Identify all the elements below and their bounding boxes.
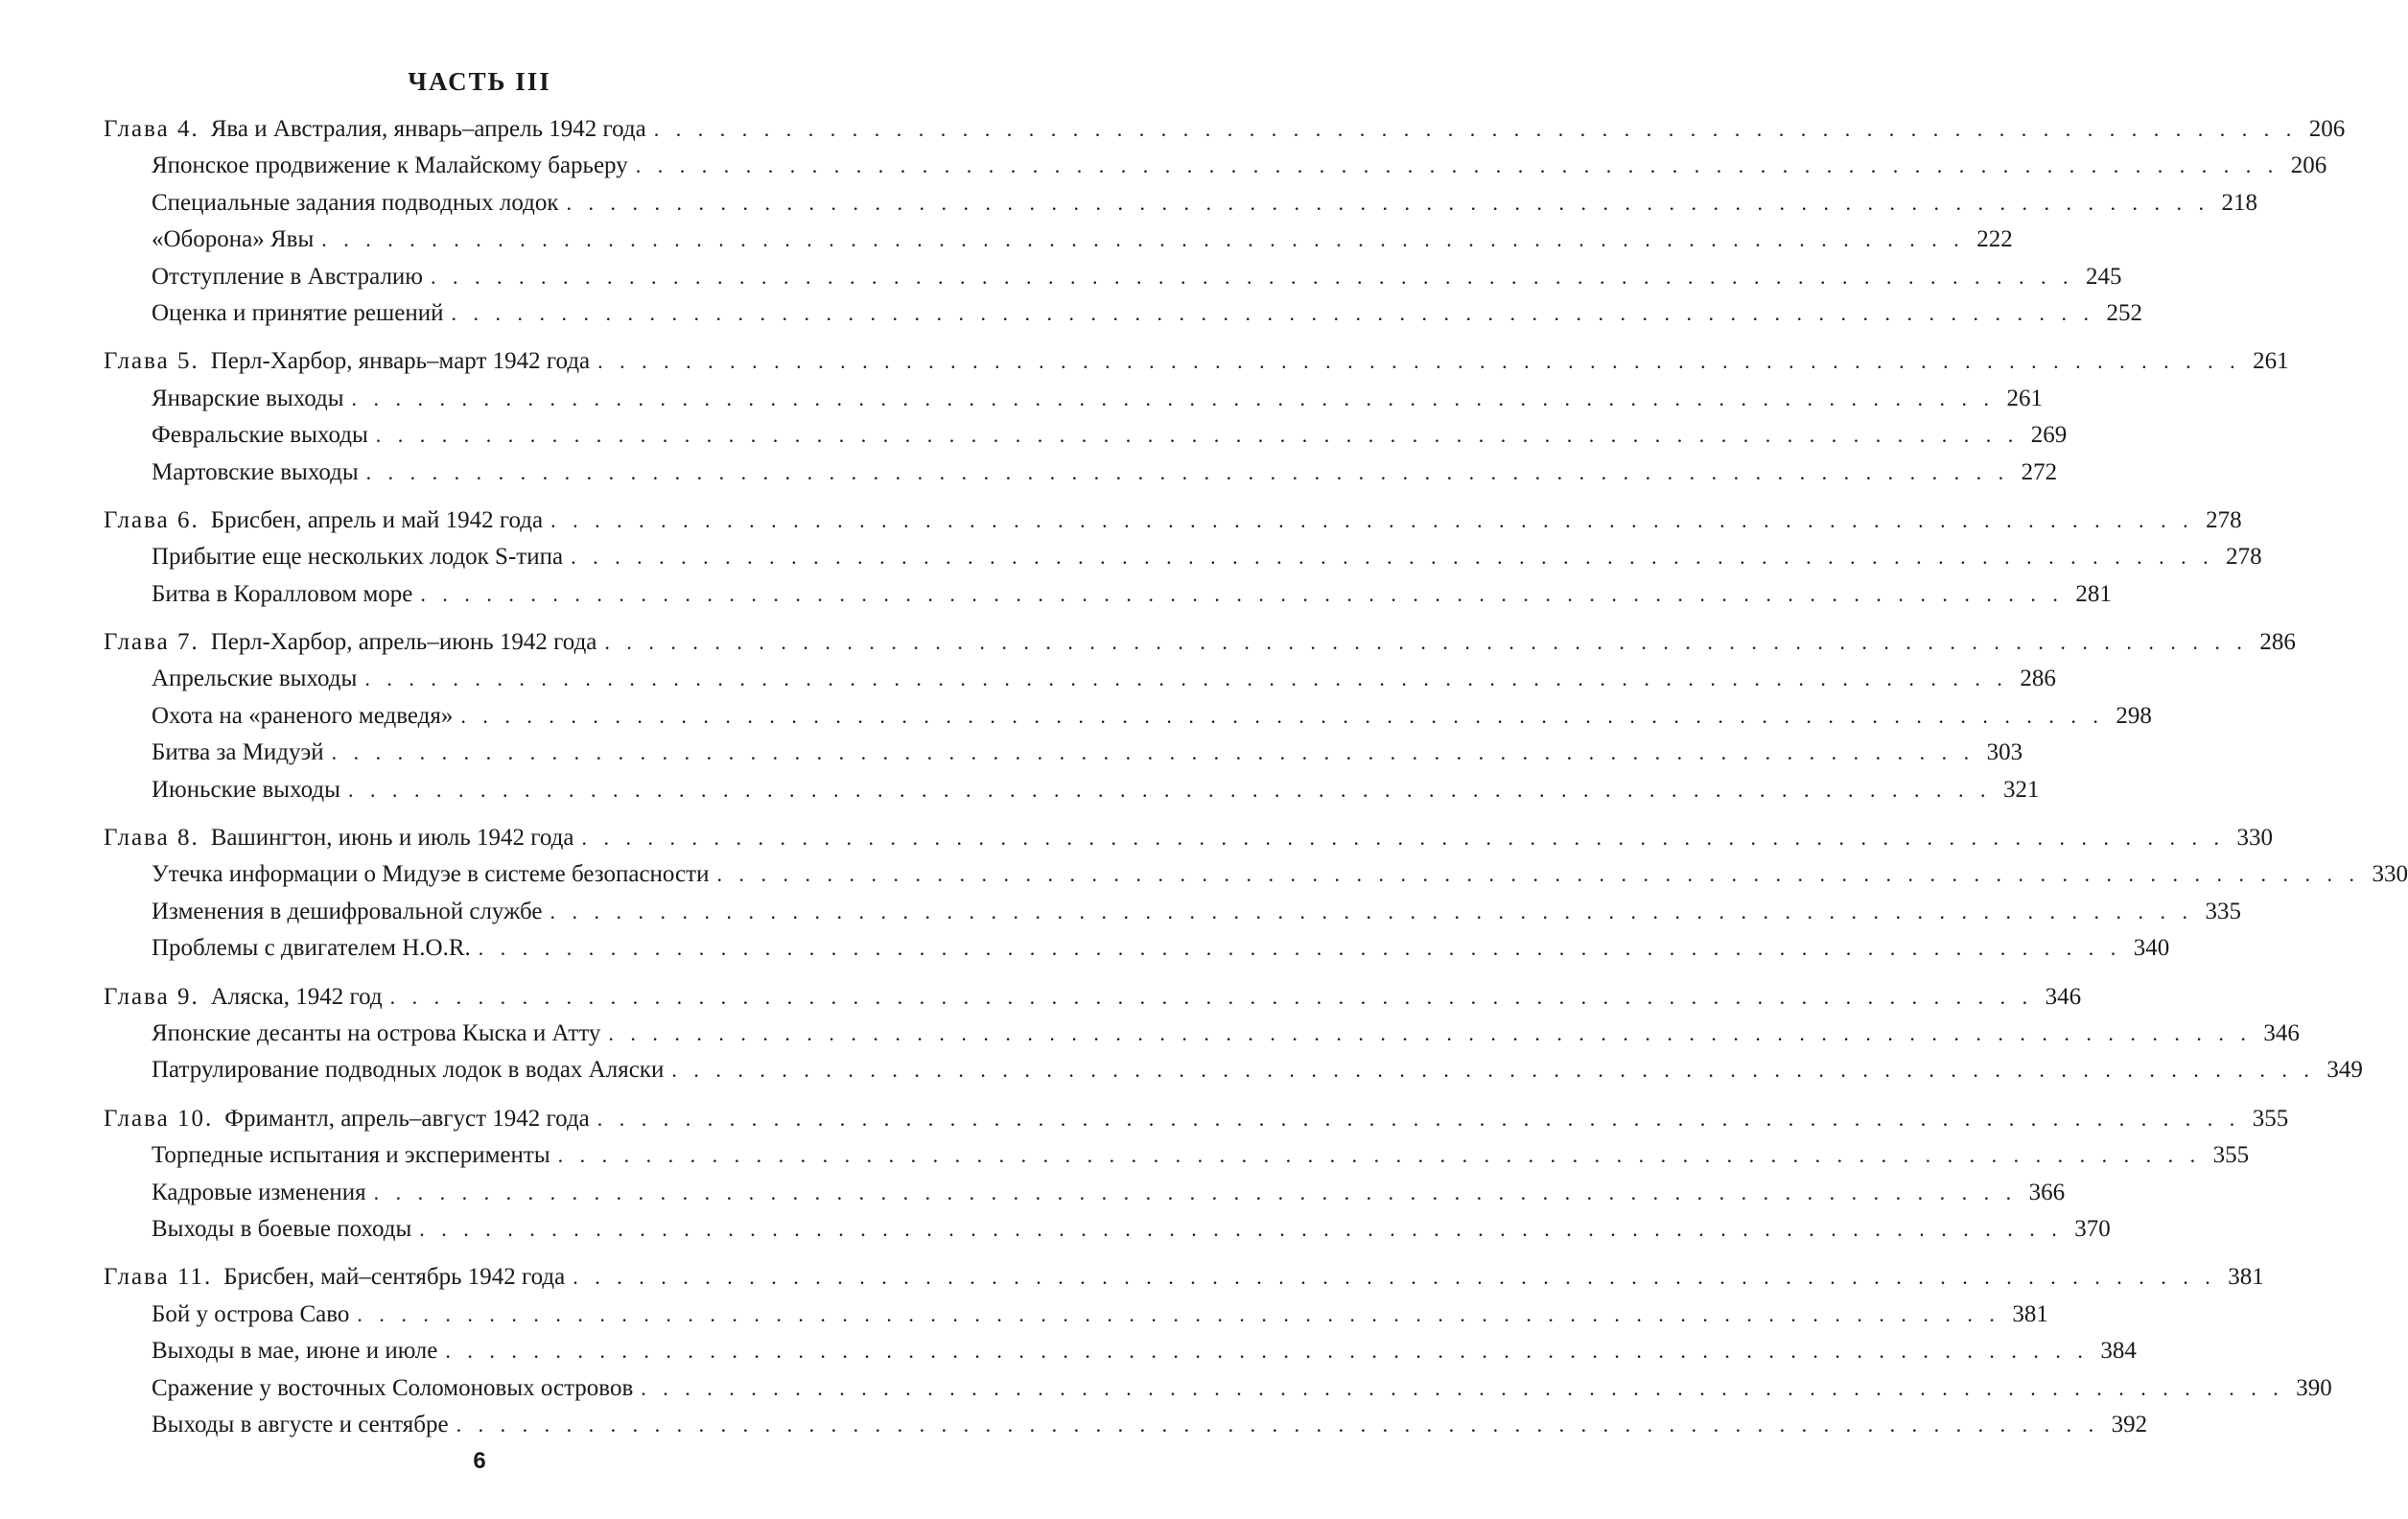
chapter-entry: [104, 1101, 2289, 1137]
chapter-label: Глава 9.: [104, 983, 199, 1010]
section-entry: [104, 735, 2023, 771]
section-title: Прибытие еще нескольких лодок S-типа: [152, 544, 564, 571]
chapter-entry: [104, 624, 2296, 661]
section-entry: [104, 661, 2056, 697]
dot-leader: [431, 259, 2074, 295]
chapter-page-number: 346: [2045, 983, 2082, 1010]
section-entry: [104, 295, 2143, 332]
section-page-number: 252: [2106, 299, 2143, 326]
section-page-number: 321: [2002, 776, 2040, 803]
chapter-label: Глава 4.: [104, 116, 199, 142]
section-page-number: 218: [2221, 189, 2257, 216]
chapter-block: [104, 624, 2296, 808]
dot-leader: [419, 1211, 2063, 1248]
section-page-number: 261: [2006, 385, 2044, 411]
section-page-number: 272: [2021, 458, 2058, 485]
chapter-page-number: 355: [2252, 1105, 2289, 1132]
chapter-page-number: 286: [2259, 629, 2296, 656]
dot-leader: [456, 1407, 2100, 1443]
section-entry: [104, 856, 2408, 893]
section-title: Кадровые изменения: [152, 1179, 366, 1205]
page-number: 6: [473, 1448, 486, 1474]
chapter-block: [104, 343, 2289, 491]
section-entry: [104, 539, 2262, 575]
dot-leader: [671, 1052, 2315, 1088]
dot-leader: [641, 1370, 2284, 1407]
section-page-number: 349: [2326, 1057, 2363, 1084]
dot-leader: [604, 624, 2248, 661]
section-entry: [104, 381, 2044, 417]
dot-leader: [390, 979, 2034, 1016]
section-page-number: 355: [2212, 1142, 2250, 1169]
chapter-label: Глава 7.: [104, 629, 199, 656]
chapter-title: Ява и Австралия, январь–апрель 1942 года: [210, 116, 646, 142]
section-page-number: 222: [1976, 226, 2013, 253]
section-page-number: 390: [2296, 1374, 2332, 1401]
section-page-number: 245: [2085, 263, 2122, 290]
section-entry: [104, 930, 2170, 967]
section-title: Сражение у восточных Соломоновых островов: [152, 1374, 634, 1401]
section-page-number: 298: [2116, 702, 2152, 729]
dot-leader: [332, 735, 1975, 771]
chapter-entry: [104, 979, 2082, 1016]
section-entry: [104, 148, 2327, 184]
chapter-entry: [104, 1259, 2264, 1296]
chapter-title: Вашингтон, июнь и июль 1942 года: [210, 825, 574, 852]
section-title: Выходы в боевые походы: [152, 1215, 412, 1242]
section-title: Проблемы с двигателем H.O.R.: [152, 935, 471, 962]
chapter-block: [104, 502, 2262, 613]
dot-leader: [374, 1175, 2018, 1211]
section-entry: [104, 772, 2040, 808]
section-title: Битва за Мидуэй: [152, 739, 324, 766]
chapter-entry: [104, 111, 2346, 148]
section-page-number: 366: [2028, 1179, 2066, 1205]
section-entry: [104, 1175, 2066, 1211]
section-title: Бой у острова Саво: [152, 1300, 350, 1327]
dot-leader: [420, 576, 2064, 613]
chapter-page-number: 206: [2308, 116, 2346, 142]
section-page-number: 303: [1986, 739, 2023, 766]
section-page-number: 340: [2133, 935, 2170, 962]
dot-leader: [445, 1333, 2089, 1369]
section-page-number: 370: [2074, 1215, 2111, 1242]
section-entry: [104, 1297, 2048, 1333]
section-entry: [104, 698, 2152, 735]
section-title: «Оборона» Явы: [152, 226, 315, 253]
section-title: Специальные задания подводных лодок: [152, 189, 559, 216]
section-entry: [104, 1137, 2250, 1174]
chapter-page-number: 261: [2253, 348, 2289, 375]
chapter-block: [104, 1259, 2332, 1443]
dot-leader: [597, 1101, 2241, 1137]
dot-leader: [571, 539, 2214, 575]
dot-leader: [716, 856, 2360, 893]
section-title: Японские десанты на острова Кыска и Атту: [152, 1019, 601, 1046]
section-page-number: 330: [2372, 861, 2408, 888]
chapter-entry: [104, 343, 2289, 380]
section-entry: [104, 222, 2013, 258]
chapter-entry: [104, 502, 2242, 539]
section-entry: [104, 259, 2122, 295]
section-title: Отступление в Австралию: [152, 263, 423, 290]
table-of-contents: [104, 111, 2408, 1455]
dot-leader: [597, 343, 2241, 380]
dot-leader: [608, 1016, 2252, 1052]
dot-leader: [452, 295, 2095, 332]
chapter-block: [104, 820, 2408, 968]
section-page-number: 335: [2205, 898, 2242, 924]
section-entry: [104, 576, 2112, 613]
section-title: Выходы в августе и сентябре: [152, 1411, 449, 1437]
section-entry: [104, 894, 2242, 930]
chapter-label: Глава 8.: [104, 825, 199, 852]
section-title: Торпедные испытания и эксперименты: [152, 1142, 550, 1169]
section-page-number: 286: [2020, 666, 2056, 692]
section-title: Оценка и принятие решений: [152, 299, 444, 326]
dot-leader: [348, 772, 1992, 808]
dot-leader: [581, 820, 2225, 856]
section-title: Апрельские выходы: [152, 666, 358, 692]
dot-leader: [366, 455, 2010, 491]
dot-leader: [364, 661, 2008, 697]
chapter-title: Брисбен, апрель и май 1942 года: [210, 506, 544, 533]
chapter-title: Перл-Харбор, апрель–июнь 1942 года: [210, 629, 597, 656]
dot-leader: [376, 417, 2020, 454]
part-title: ЧАСТЬ III: [408, 67, 551, 96]
chapter-block: [104, 979, 2363, 1089]
dot-leader: [566, 185, 2209, 222]
chapter-title: Аляска, 1942 год: [210, 983, 383, 1010]
section-entry: [104, 185, 2257, 222]
chapter-title: Брисбен, май–сентябрь 1942 года: [223, 1264, 566, 1291]
dot-leader: [573, 1259, 2216, 1296]
dot-leader: [654, 111, 2298, 148]
section-entry: [104, 1370, 2332, 1407]
chapter-entry: [104, 820, 2273, 856]
dot-leader: [550, 894, 2194, 930]
chapter-label: Глава 11.: [104, 1264, 213, 1291]
section-title: Изменения в дешифровальной службе: [152, 898, 543, 924]
dot-leader: [479, 930, 2122, 967]
section-title: Утечка информации о Мидуэе в системе безопасности: [152, 861, 710, 888]
section-page-number: 384: [2100, 1338, 2137, 1365]
section-title: Февральские выходы: [152, 422, 368, 449]
dot-leader: [321, 222, 1965, 258]
section-page-number: 392: [2111, 1411, 2148, 1437]
chapter-block: [104, 1101, 2289, 1249]
section-page-number: 269: [2030, 422, 2068, 449]
section-entry: [104, 417, 2068, 454]
dot-leader: [558, 1137, 2202, 1174]
section-title: Охота на «раненого медведя»: [152, 702, 454, 729]
section-title: Японское продвижение к Малайскому барьеру: [152, 152, 628, 179]
section-page-number: 346: [2263, 1019, 2300, 1046]
section-title: Мартовские выходы: [152, 458, 359, 485]
section-title: Июньские выходы: [152, 776, 340, 803]
chapter-block: [104, 111, 2346, 332]
chapter-page-number: 381: [2228, 1264, 2264, 1291]
section-entry: [104, 455, 2058, 491]
dot-leader: [352, 381, 1996, 417]
chapter-page-number: 330: [2236, 825, 2273, 852]
section-entry: [104, 1407, 2148, 1443]
chapter-title: Перл-Харбор, январь–март 1942 года: [210, 348, 591, 375]
section-title: Выходы в мае, июне и июле: [152, 1338, 438, 1365]
section-title: Январские выходы: [152, 385, 344, 411]
section-entry: [104, 1052, 2363, 1088]
section-entry: [104, 1016, 2300, 1052]
section-title: Патрулирование подводных лодок в водах Аляски: [152, 1057, 665, 1084]
section-page-number: 278: [2226, 544, 2262, 571]
chapter-title: Фримантл, апрель–август 1942 года: [224, 1105, 590, 1132]
chapter-label: Глава 6.: [104, 506, 199, 533]
section-page-number: 281: [2075, 580, 2112, 607]
dot-leader: [460, 698, 2104, 735]
section-page-number: 381: [2012, 1300, 2048, 1327]
dot-leader: [636, 148, 2279, 184]
chapter-label: Глава 5.: [104, 348, 199, 375]
chapter-page-number: 278: [2206, 506, 2242, 533]
dot-leader: [357, 1297, 2000, 1333]
section-title: Битва в Коралловом море: [152, 580, 413, 607]
section-entry: [104, 1211, 2111, 1248]
dot-leader: [550, 502, 2194, 539]
section-entry: [104, 1333, 2137, 1369]
section-page-number: 206: [2290, 152, 2327, 179]
chapter-label: Глава 10.: [104, 1105, 214, 1132]
